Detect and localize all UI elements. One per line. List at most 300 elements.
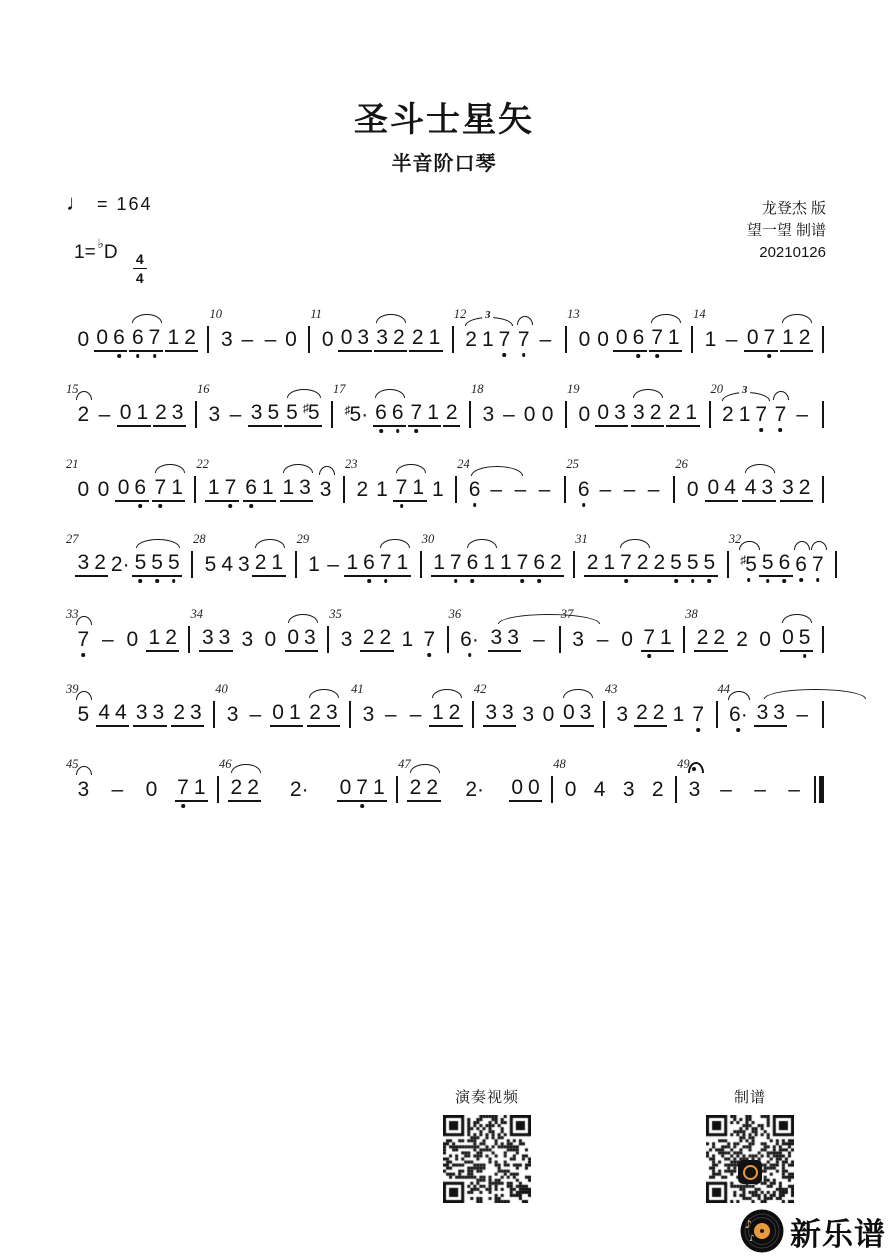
note-group [374,479,391,500]
sharp-icon: ♯ [740,553,747,567]
note: 2 [668,401,681,424]
note: 7 [152,477,169,498]
note: 0 [578,403,591,426]
note: – [264,328,277,351]
note: 5 [132,552,149,573]
note: 3 [761,476,774,499]
measure [471,373,565,448]
note-group [694,627,727,652]
note-group [236,554,253,575]
note: 7 [222,477,239,498]
note: 1 [261,476,274,499]
note: 2 [586,551,599,574]
note: 5 [204,553,217,576]
measure [605,673,716,748]
measure [66,598,188,673]
note-group [498,404,520,425]
measure [693,298,822,373]
score-system [66,523,824,598]
qr-score-making-label: 制谱 [733,1089,766,1106]
time-numerator: 4 [133,252,147,269]
note-group [171,702,204,727]
note-group [239,629,256,650]
note-group [165,327,198,352]
measure-number: 25 [566,457,579,471]
note: 7 [772,404,789,425]
note: 3 [77,551,90,574]
note-group [509,777,542,802]
note: 0 [523,403,536,426]
note: 1 [603,551,616,574]
note: 2 [379,626,392,649]
note: 7 [641,627,658,648]
note: 7 [175,777,192,798]
note: 1 [427,401,439,424]
note-group [270,702,303,727]
score-system [66,673,824,748]
measure-number: 20 [710,382,724,396]
note-group [219,554,236,575]
note: – [503,403,515,426]
note: 1 [167,326,180,349]
measure-number: 14 [693,307,706,321]
page-title: 圣斗士星矢 [354,101,534,139]
note-group [393,477,426,502]
measure-number: 24 [457,457,470,471]
note: – [229,403,242,426]
note-group [380,704,402,725]
note: 3 [376,326,388,349]
note: 3 [238,553,250,576]
measure [66,673,213,748]
note: 5 [267,401,280,424]
barline [822,401,824,428]
note: ♯5· [344,403,369,426]
note-group [651,552,684,577]
note: 0 [562,701,575,724]
note: 0 [96,326,109,349]
note-group [576,329,593,350]
measure-number: 26 [675,457,688,471]
note: 2 [94,551,106,574]
note: – [111,778,124,801]
note: 2 [247,776,259,799]
note: 1 [660,626,672,649]
note-group [721,329,743,350]
barline [822,476,824,503]
vinyl-record-icon [739,1208,785,1254]
note-group [749,779,771,800]
note: 7 [618,552,635,573]
note: 0 [97,478,110,501]
note-group [284,402,322,427]
note-group [132,552,182,577]
measure-number: 42 [473,682,487,696]
note: 0 [564,778,577,801]
note-group [742,477,775,502]
note-group [115,477,148,502]
note: 0 [686,478,699,501]
note: 2 [636,551,649,574]
note: 3 [218,626,231,649]
note-group [94,404,116,425]
measure [66,523,191,598]
note-group [377,552,410,577]
note: 0 [707,476,720,499]
note: 7 [515,329,532,350]
note: 1 [136,401,149,424]
note-group [143,779,160,800]
note: 7 [809,554,826,575]
note-group [521,404,538,425]
note: 2 [722,403,734,426]
note-group [570,629,587,650]
note: 0 [782,626,794,649]
svg-text:♪: ♪ [749,1234,755,1244]
note-group [108,554,132,575]
note: 7 [408,402,425,423]
note: 0 [339,776,352,799]
note-group [243,477,276,502]
measure [729,523,835,598]
note: 5 [701,552,718,573]
note: 0 [511,776,524,799]
note-group [562,779,579,800]
note: 0 [621,628,633,651]
note-group [319,329,336,350]
note-group [430,479,447,500]
time-denominator: 4 [135,270,144,286]
note-group [485,479,507,500]
credit-transcriber: 望一望 制谱 [746,221,826,239]
note-group [620,779,637,800]
page-subtitle: 半音阶口琴 [391,153,497,175]
note: 1 [667,326,680,349]
note: 2 [696,626,709,649]
note: 3 [299,476,311,499]
note-group [146,627,179,652]
note-group [619,479,641,500]
note: 2 [309,701,321,724]
note: 1 [288,701,301,724]
note: 0 [340,326,353,349]
measure [474,673,603,748]
note: 0 [528,776,540,799]
measure [718,673,822,748]
note-group [317,479,334,500]
tempo-value: = 164 [97,194,153,214]
measure [310,298,451,373]
note: – [796,403,808,426]
note: 3 [362,703,375,726]
note: 2 [77,403,90,426]
note: 3 [77,778,90,801]
note-group [421,629,438,650]
final-barline [814,776,824,803]
note: 1 [704,328,717,351]
note-group [431,552,464,577]
note: – [327,553,339,576]
measure-number: 47 [398,757,411,771]
note-group [458,629,482,650]
note: 1 [193,776,206,799]
measure-number: 30 [421,532,435,546]
note: 2 [653,551,666,574]
measure [575,523,727,598]
note: 2 [356,478,369,501]
note-group [133,702,166,727]
measure [449,598,559,673]
note: 1 [148,626,161,649]
svg-text:♪: ♪ [745,1218,753,1231]
note: – [384,703,397,726]
measure-number: 34 [190,607,203,621]
note: 2 [445,401,458,424]
note-group [754,702,787,727]
note: 3 [522,703,535,726]
note: 5 [796,627,813,648]
brand-logo [739,1208,886,1254]
note-group [225,404,247,425]
note-group [534,479,556,500]
key-signature [74,236,147,285]
note-group [405,704,427,725]
note: 7 [690,704,707,725]
measure-number: 43 [604,682,618,696]
measure-number: 22 [196,457,209,471]
measure [685,598,822,673]
note: 6· [458,629,482,650]
note: 3 [340,628,353,651]
note: – [647,478,660,501]
note-group [429,702,462,727]
note-group [354,479,371,500]
credit-date: 20210126 [759,243,826,261]
note-group [592,629,614,650]
note-group [75,552,108,577]
note: 2 [362,626,375,649]
note-group [338,629,355,650]
note: 3 [688,778,701,801]
measure-number: 41 [351,682,364,696]
note-group [237,329,259,350]
note: 3 [782,476,794,499]
note: 2 [652,701,665,724]
note-group [539,404,556,425]
note: 6 [464,552,481,573]
note: 7 [377,552,394,573]
note: 3 [220,328,233,351]
note-group [649,779,666,800]
note-group [97,629,119,650]
note: 2 [173,701,185,724]
note: 1 [481,328,494,351]
qr-performance-video-label: 演奏视频 [454,1089,519,1106]
score-system [66,748,824,823]
note: 1 [428,326,441,349]
measure [66,298,207,373]
measure [66,373,195,448]
note-group [152,477,185,502]
note-group [75,404,92,425]
note-group [791,704,813,725]
quarter-note-icon: ♩ [66,190,90,215]
note-group [306,554,323,575]
measure-number: 17 [333,382,346,396]
note: 3 [756,701,769,724]
note-group [206,404,223,425]
note-group [641,627,674,652]
note: – [720,778,732,801]
score-system [66,298,824,373]
note: 2 [165,626,177,649]
note: 3 [633,401,645,424]
note: 2 [798,476,811,499]
note-group [515,329,532,350]
note: 3 [482,403,495,426]
qr-performance-video-code [443,1115,531,1203]
note-group [690,704,707,725]
note-group [509,479,531,500]
note: 3 [135,701,148,724]
key-prefix: 1= [74,242,96,263]
note-group [534,329,556,350]
note-group [780,327,813,352]
tempo-marking [66,190,153,216]
note-group [283,329,300,350]
note-group [409,327,442,352]
measure-number: 33 [66,607,79,621]
note-group [631,402,664,427]
note-group [175,777,208,802]
note-group [594,479,616,500]
note: 7 [393,477,410,498]
measure-number: 16 [197,382,210,396]
note: 2 [636,701,648,724]
note-group [107,779,129,800]
measure [219,748,396,823]
note-group [772,404,789,425]
note: 0 [77,328,90,351]
note: 5 [759,552,776,573]
note: 4 [115,701,127,724]
measure-number: 45 [66,757,79,771]
note: 3 [622,778,635,801]
note: 2 [798,326,811,349]
note-group [129,327,162,352]
note-group [757,629,774,650]
note: 3 [226,703,239,726]
note-group [373,402,406,427]
note: 3 [152,701,165,724]
barline [835,551,837,578]
note-group [666,402,699,427]
note: 1 [412,476,425,499]
note-group [360,704,377,725]
score-system [66,598,824,673]
measure [333,373,469,448]
key-letter: D [103,242,118,263]
note: 4 [98,701,110,724]
measure [675,448,822,523]
note-group [780,477,813,502]
measure-number: 28 [193,532,206,546]
qr-performance-video-block [443,1086,531,1203]
note: – [533,628,545,651]
note-group [649,327,682,352]
note: 7 [146,327,163,348]
measure-number: 15 [66,382,79,396]
note-group [488,627,521,652]
note: 3 [208,403,221,426]
note-group [809,554,826,575]
note: – [249,703,262,726]
note: 2 [155,401,167,424]
note-group [374,327,407,352]
note-group [618,552,651,577]
note-group [75,779,92,800]
measure [422,523,574,598]
note: – [796,703,808,726]
note-group [560,702,593,727]
note-group [480,404,497,425]
note: 7 [75,629,92,650]
note-group [734,629,751,650]
measure [553,748,675,823]
measure [209,298,308,373]
measure [566,448,673,523]
note: 7 [649,327,666,348]
note-group [262,629,279,650]
note-group [684,479,701,500]
note-group [643,479,665,500]
note: 6 [776,552,793,573]
note: 6 [793,554,810,575]
note: 4 [593,778,606,801]
note: 1 [431,701,444,724]
note: – [490,478,503,501]
measure [351,673,472,748]
note: 4 [744,476,757,499]
note: 6 [531,552,548,573]
note: 0 [272,701,284,724]
measure [454,298,565,373]
note-group [199,627,232,652]
qr-score-making-block [706,1086,794,1203]
note: 1 [401,628,414,651]
note: 7 [514,552,531,573]
note-group [338,327,371,352]
note-group [96,702,129,727]
note-group [464,552,497,577]
note: 3 [572,628,584,651]
note: 0 [597,328,609,351]
meta-block [66,184,826,284]
barline [822,701,824,728]
brand-text: 新乐谱 [790,1216,886,1252]
qr-center-logo-icon [738,1160,762,1184]
note: 5 [149,552,166,573]
score-system [66,448,824,523]
note-group [75,329,92,350]
note-group [793,554,810,575]
note: 1 [483,551,495,574]
measure-number: 29 [296,532,310,546]
credit-arranger: 龙登杰 版 [761,200,826,217]
measure [190,598,327,673]
note: 0 [119,401,132,424]
note: 5 [77,703,90,726]
